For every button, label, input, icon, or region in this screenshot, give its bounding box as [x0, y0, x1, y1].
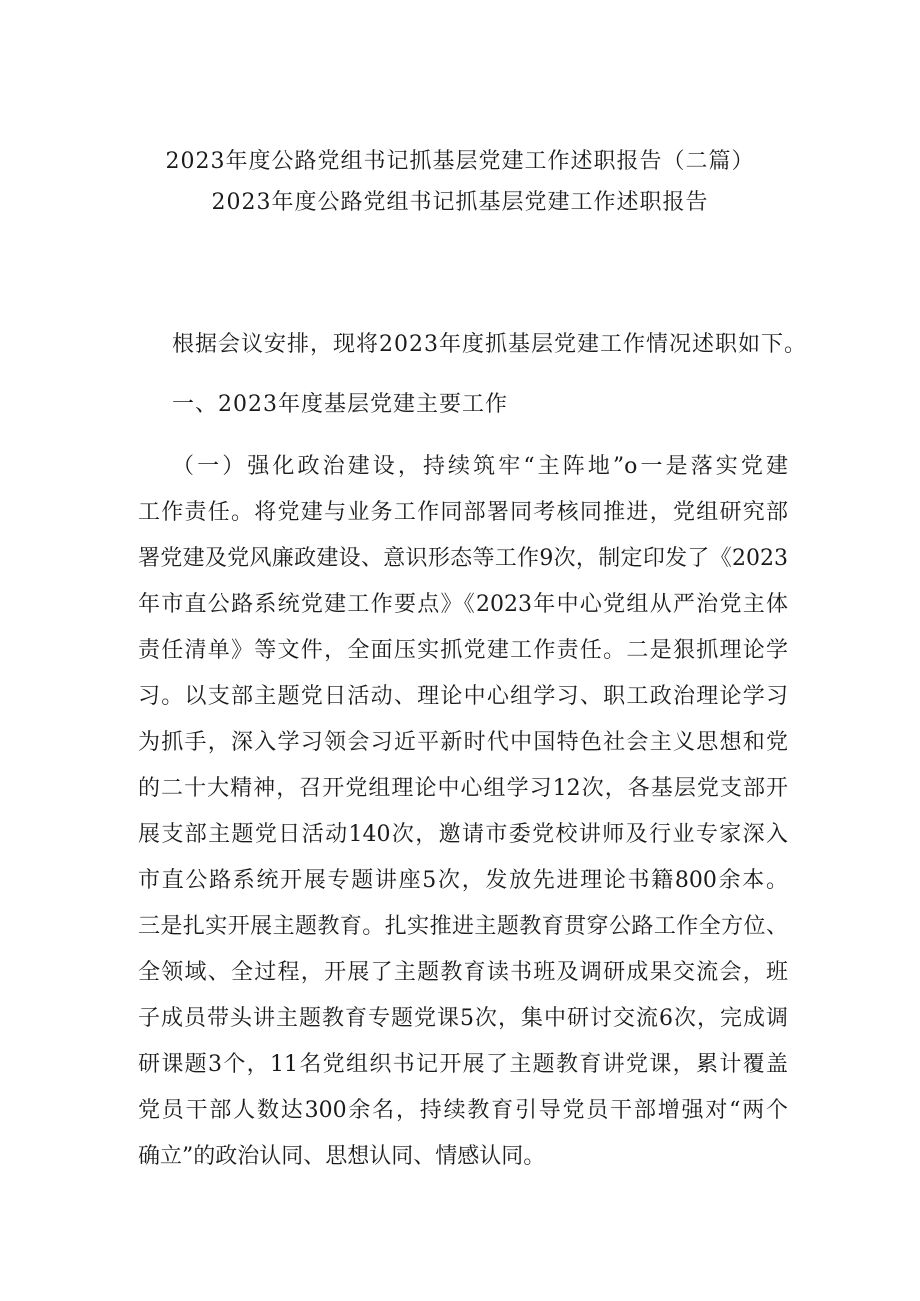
paragraph-line: 展支部主题党日活动140次，邀请市委党校讲师及行业专家深入 [138, 822, 788, 847]
intro-paragraph: 根据会议安排，现将2023年度抓基层党建工作情况述职如下。 [172, 332, 807, 357]
paragraph-line: 为抓手，深入学习领会习近平新时代中国特色社会主义思想和党 [138, 730, 788, 755]
paragraph-line: 的二十大精神，召开党组理论中心组学习12次，各基层党支部开 [138, 776, 788, 801]
paragraph-line: 全领域、全过程，开展了主题教育读书班及调研成果交流会，班 [138, 960, 788, 985]
paragraph-line: （一）强化政治建设，持续筑牢“主阵地”o一是落实党建 [172, 454, 788, 479]
paragraph-line: 党员干部人数达300余名，持续教育引导党员干部增强对“两个 [138, 1098, 788, 1123]
paragraph-line: 年市直公路系统党建工作要点》《2023年中心党组从严治党主体 [138, 592, 788, 617]
paragraph-line: 署党建及党风廉政建设、意识形态等工作9次，制定印发了《2023 [138, 546, 788, 571]
paragraph-line: 子成员带头讲主题教育专题党课5次，集中研讨交流6次，完成调 [138, 1006, 788, 1031]
paragraph-line: 确立”的政治认同、思想认同、情感认同。 [138, 1144, 546, 1169]
paragraph-line: 研课题3个，11名党组织书记开展了主题教育讲党课，累计覆盖 [138, 1052, 788, 1077]
document-title: 2023年度公路党组书记抓基层党建工作述职报告（二篇） [165, 149, 755, 174]
paragraph-line: 三是扎实开展主题教育。扎实推进主题教育贯穿公路工作全方位、 [138, 914, 788, 939]
paragraph-line: 习。以支部主题党日活动、理论中心组学习、职工政治理论学习 [138, 684, 788, 709]
paragraph-line: 市直公路系统开展专题讲座5次，发放先进理论书籍800余本。 [138, 868, 788, 893]
paragraph-line: 责任清单》等文件，全面压实抓党建工作责任。二是狠抓理论学 [138, 638, 788, 663]
section-heading: 一、2023年度基层党建主要工作 [172, 392, 508, 417]
paragraph-line: 工作责任。将党建与业务工作同部署同考核同推进，党组研究部 [138, 500, 788, 525]
document-subtitle: 2023年度公路党组书记抓基层党建工作述职报告 [211, 190, 709, 215]
